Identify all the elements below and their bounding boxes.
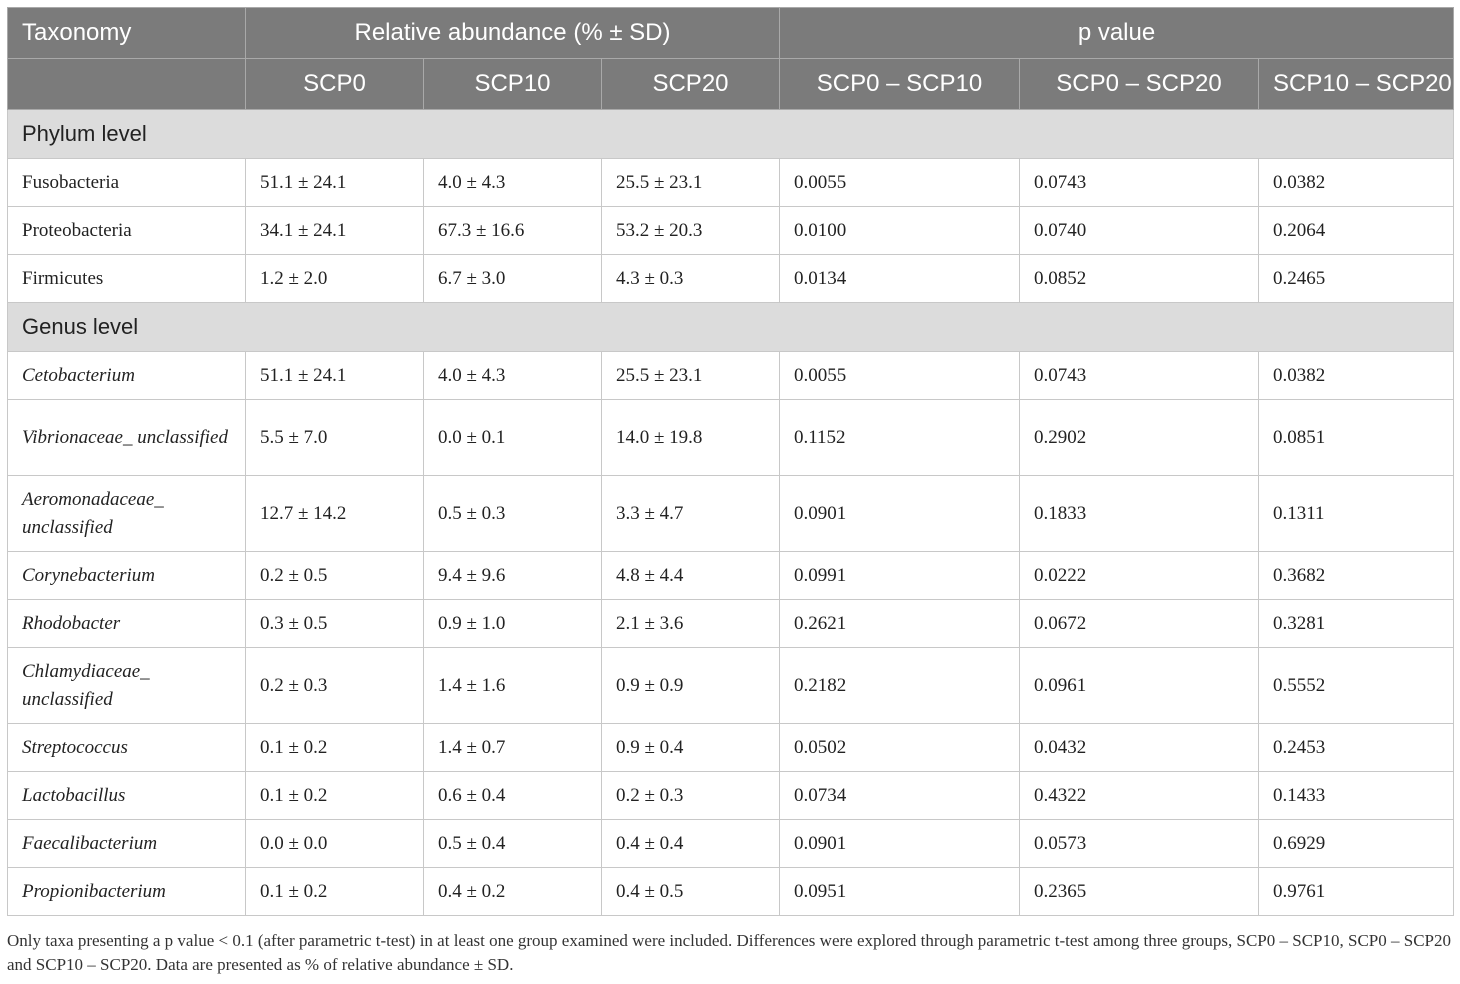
table-row bbox=[8, 600, 1454, 648]
abundance-cell: 0.4 ± 0.2 bbox=[424, 868, 602, 916]
section-row bbox=[8, 303, 1454, 352]
taxon-cell: Proteobacteria bbox=[8, 207, 246, 255]
abundance-cell: 34.1 ± 24.1 bbox=[246, 207, 424, 255]
abundance-cell: 1.4 ± 0.7 bbox=[424, 724, 602, 772]
header-comparison-0-20: SCP0 – SCP20 bbox=[1020, 59, 1259, 110]
abundance-cell: 25.5 ± 23.1 bbox=[602, 159, 780, 207]
p-value-cell: 0.0740 bbox=[1020, 207, 1259, 255]
p-value-cell: 0.2902 bbox=[1020, 400, 1259, 476]
abundance-cell: 0.4 ± 0.5 bbox=[602, 868, 780, 916]
p-value-cell: 0.1433 bbox=[1259, 772, 1454, 820]
table-row bbox=[8, 868, 1454, 916]
p-value-cell: 0.2365 bbox=[1020, 868, 1259, 916]
abundance-cell: 4.0 ± 4.3 bbox=[424, 159, 602, 207]
table-body bbox=[8, 110, 1454, 916]
table-row bbox=[8, 772, 1454, 820]
taxon-cell: Rhodobacter bbox=[8, 600, 246, 648]
p-value-cell: 0.1311 bbox=[1259, 476, 1454, 552]
p-value-cell: 0.6929 bbox=[1259, 820, 1454, 868]
p-value-cell: 0.2064 bbox=[1259, 207, 1454, 255]
header-row-2 bbox=[8, 59, 1454, 110]
p-value-cell: 0.0672 bbox=[1020, 600, 1259, 648]
p-value-cell: 0.2465 bbox=[1259, 255, 1454, 303]
p-value-cell: 0.0851 bbox=[1259, 400, 1454, 476]
p-value-cell: 0.0901 bbox=[780, 476, 1020, 552]
p-value-cell: 0.0991 bbox=[780, 552, 1020, 600]
abundance-cell: 4.0 ± 4.3 bbox=[424, 352, 602, 400]
p-value-cell: 0.3281 bbox=[1259, 600, 1454, 648]
data-table bbox=[7, 7, 1454, 916]
p-value-cell: 0.0382 bbox=[1259, 352, 1454, 400]
table-row bbox=[8, 207, 1454, 255]
p-value-cell: 0.0961 bbox=[1020, 648, 1259, 724]
table-header bbox=[8, 8, 1454, 110]
p-value-cell: 0.0734 bbox=[780, 772, 1020, 820]
abundance-cell: 1.2 ± 2.0 bbox=[246, 255, 424, 303]
p-value-cell: 0.9761 bbox=[1259, 868, 1454, 916]
p-value-cell: 0.4322 bbox=[1020, 772, 1259, 820]
p-value-cell: 0.0852 bbox=[1020, 255, 1259, 303]
abundance-cell: 51.1 ± 24.1 bbox=[246, 159, 424, 207]
p-value-cell: 0.0901 bbox=[780, 820, 1020, 868]
abundance-cell: 0.9 ± 0.9 bbox=[602, 648, 780, 724]
abundance-cell: 14.0 ± 19.8 bbox=[602, 400, 780, 476]
abundance-cell: 5.5 ± 7.0 bbox=[246, 400, 424, 476]
abundance-cell: 0.4 ± 0.4 bbox=[602, 820, 780, 868]
abundance-cell: 0.5 ± 0.4 bbox=[424, 820, 602, 868]
abundance-cell: 51.1 ± 24.1 bbox=[246, 352, 424, 400]
table-row bbox=[8, 724, 1454, 772]
p-value-cell: 0.2453 bbox=[1259, 724, 1454, 772]
section-title: Phylum level bbox=[8, 110, 1454, 159]
abundance-cell: 67.3 ± 16.6 bbox=[424, 207, 602, 255]
header-row-1 bbox=[8, 8, 1454, 59]
p-value-cell: 0.3682 bbox=[1259, 552, 1454, 600]
header-group-scp10: SCP10 bbox=[424, 59, 602, 110]
table-row bbox=[8, 352, 1454, 400]
section-title: Genus level bbox=[8, 303, 1454, 352]
abundance-cell: 0.9 ± 0.4 bbox=[602, 724, 780, 772]
abundance-cell: 0.5 ± 0.3 bbox=[424, 476, 602, 552]
table-row bbox=[8, 159, 1454, 207]
taxon-cell: Cetobacterium bbox=[8, 352, 246, 400]
abundance-cell: 4.3 ± 0.3 bbox=[602, 255, 780, 303]
taxon-cell: Vibrionaceae_ unclassified bbox=[8, 400, 246, 476]
taxon-cell: Faecalibacterium bbox=[8, 820, 246, 868]
p-value-cell: 0.0382 bbox=[1259, 159, 1454, 207]
abundance-cell: 25.5 ± 23.1 bbox=[602, 352, 780, 400]
abundance-cell: 1.4 ± 1.6 bbox=[424, 648, 602, 724]
abundance-cell: 0.1 ± 0.2 bbox=[246, 868, 424, 916]
abundance-cell: 0.6 ± 0.4 bbox=[424, 772, 602, 820]
abundance-cell: 4.8 ± 4.4 bbox=[602, 552, 780, 600]
p-value-cell: 0.0100 bbox=[780, 207, 1020, 255]
taxon-cell: Firmicutes bbox=[8, 255, 246, 303]
p-value-cell: 0.1833 bbox=[1020, 476, 1259, 552]
table-row bbox=[8, 648, 1454, 724]
p-value-cell: 0.2621 bbox=[780, 600, 1020, 648]
table-row bbox=[8, 400, 1454, 476]
abundance-cell: 0.0 ± 0.1 bbox=[424, 400, 602, 476]
p-value-cell: 0.0134 bbox=[780, 255, 1020, 303]
p-value-cell: 0.0055 bbox=[780, 352, 1020, 400]
p-value-cell: 0.0951 bbox=[780, 868, 1020, 916]
p-value-cell: 0.5552 bbox=[1259, 648, 1454, 724]
p-value-cell: 0.1152 bbox=[780, 400, 1020, 476]
header-comparison-0-10: SCP0 – SCP10 bbox=[780, 59, 1020, 110]
p-value-cell: 0.2182 bbox=[780, 648, 1020, 724]
p-value-cell: 0.0743 bbox=[1020, 159, 1259, 207]
abundance-cell: 2.1 ± 3.6 bbox=[602, 600, 780, 648]
p-value-cell: 0.0222 bbox=[1020, 552, 1259, 600]
p-value-cell: 0.0573 bbox=[1020, 820, 1259, 868]
taxon-cell: Chlamydiaceae_ unclassified bbox=[8, 648, 246, 724]
abundance-cell: 0.9 ± 1.0 bbox=[424, 600, 602, 648]
header-taxonomy: Taxonomy bbox=[8, 8, 246, 59]
table-container bbox=[7, 7, 1453, 916]
p-value-cell: 0.0743 bbox=[1020, 352, 1259, 400]
table-row bbox=[8, 820, 1454, 868]
header-empty-cell bbox=[8, 59, 246, 110]
table-row bbox=[8, 476, 1454, 552]
p-value-cell: 0.0432 bbox=[1020, 724, 1259, 772]
table-footnote: Only taxa presenting a p value < 0.1 (after parametric t-test) in at least one group examined were included. Differences were explored through parametric t-test among three groups, SCP0 – SCP10, SCP0 – SCP20 and SCP10 – SCP20. Data are presented as % of relative abundance ± SD. bbox=[7, 931, 1451, 974]
taxon-cell: Lactobacillus bbox=[8, 772, 246, 820]
header-comparison-10-20: SCP10 – SCP20 bbox=[1259, 59, 1454, 110]
abundance-cell: 6.7 ± 3.0 bbox=[424, 255, 602, 303]
taxon-cell: Streptococcus bbox=[8, 724, 246, 772]
abundance-cell: 0.0 ± 0.0 bbox=[246, 820, 424, 868]
abundance-cell: 0.1 ± 0.2 bbox=[246, 724, 424, 772]
abundance-cell: 0.3 ± 0.5 bbox=[246, 600, 424, 648]
abundance-cell: 0.1 ± 0.2 bbox=[246, 772, 424, 820]
p-value-cell: 0.0055 bbox=[780, 159, 1020, 207]
header-group-scp0: SCP0 bbox=[246, 59, 424, 110]
header-group-scp20: SCP20 bbox=[602, 59, 780, 110]
header-relative-abundance: Relative abundance (% ± SD) bbox=[246, 8, 780, 59]
table-row bbox=[8, 255, 1454, 303]
taxon-cell: Corynebacterium bbox=[8, 552, 246, 600]
section-row bbox=[8, 110, 1454, 159]
p-value-cell: 0.0502 bbox=[780, 724, 1020, 772]
taxon-cell: Aeromonadaceae_ unclassified bbox=[8, 476, 246, 552]
abundance-cell: 0.2 ± 0.5 bbox=[246, 552, 424, 600]
abundance-cell: 0.2 ± 0.3 bbox=[246, 648, 424, 724]
abundance-cell: 9.4 ± 9.6 bbox=[424, 552, 602, 600]
table-row bbox=[8, 552, 1454, 600]
abundance-cell: 53.2 ± 20.3 bbox=[602, 207, 780, 255]
header-p-value: p value bbox=[780, 8, 1454, 59]
abundance-cell: 0.2 ± 0.3 bbox=[602, 772, 780, 820]
abundance-cell: 12.7 ± 14.2 bbox=[246, 476, 424, 552]
abundance-cell: 3.3 ± 4.7 bbox=[602, 476, 780, 552]
taxon-cell: Fusobacteria bbox=[8, 159, 246, 207]
taxon-cell: Propionibacterium bbox=[8, 868, 246, 916]
